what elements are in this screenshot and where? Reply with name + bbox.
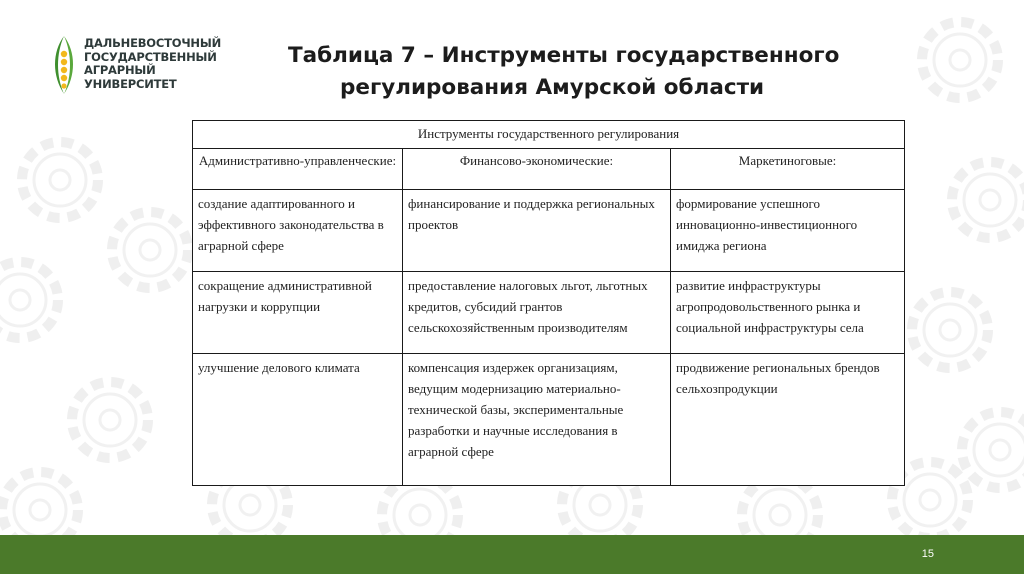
- table-cell: создание адаптированного и эффективного законодательства в аграрной сфере: [193, 190, 403, 272]
- page-title-line-1: Таблица 7 – Инструменты государственного: [288, 43, 840, 68]
- footer-bar: [0, 535, 1024, 574]
- logo-line: АГРАРНЫЙ: [84, 63, 156, 77]
- table-cell: формирование успешного инновационно-инвестиционного имиджа региона: [671, 190, 905, 272]
- logo-text: [84, 37, 234, 91]
- table-caption: Инструменты государственного регулирования: [193, 121, 905, 149]
- wheat-leaf-icon: [50, 34, 78, 96]
- table-row: [193, 190, 905, 272]
- table-cell: улучшение делового климата: [193, 354, 403, 486]
- column-header-financial: Финансово-экономические:: [403, 149, 671, 190]
- logo-line: УНИВЕРСИТЕТ: [84, 76, 177, 91]
- page-number: 15: [921, 548, 934, 560]
- table-caption-row: [193, 121, 905, 149]
- table-cell: сокращение административной нагрузки и коррупции: [193, 272, 403, 354]
- table-cell: продвижение региональных брендов сельхозпродукции: [671, 354, 905, 486]
- regulation-tools-table: [192, 120, 905, 486]
- table-cell: развитие инфраструктуры агропродовольственного рынка и социальной инфраструктуры села: [671, 272, 905, 354]
- column-header-administrative: Административно-управленческие:: [193, 149, 403, 190]
- page-title: [276, 40, 936, 104]
- university-logo: [50, 34, 230, 96]
- table-cell: финансирование и поддержка региональных проектов: [403, 190, 671, 272]
- table-row: [193, 272, 905, 354]
- table-header-row: [193, 149, 905, 190]
- column-header-marketing: Маркетиноговые:: [671, 149, 905, 190]
- table-cell: компенсация издержек организациям, ведущим модернизацию материально-технической базы, экспериментальные разработки и научные исследования в аграрной сфере: [403, 354, 671, 486]
- table-row: [193, 354, 905, 486]
- logo-line: ГОСУДАРСТВЕННЫЙ: [84, 49, 217, 64]
- page-title-line-2: регулирования Амурской области: [340, 75, 765, 100]
- table-cell: предоставление налоговых льгот, льготных кредитов, субсидий грантов сельскохозяйственным производителям: [403, 272, 671, 354]
- logo-line: ДАЛЬНЕВОСТОЧНЫЙ: [84, 36, 221, 50]
